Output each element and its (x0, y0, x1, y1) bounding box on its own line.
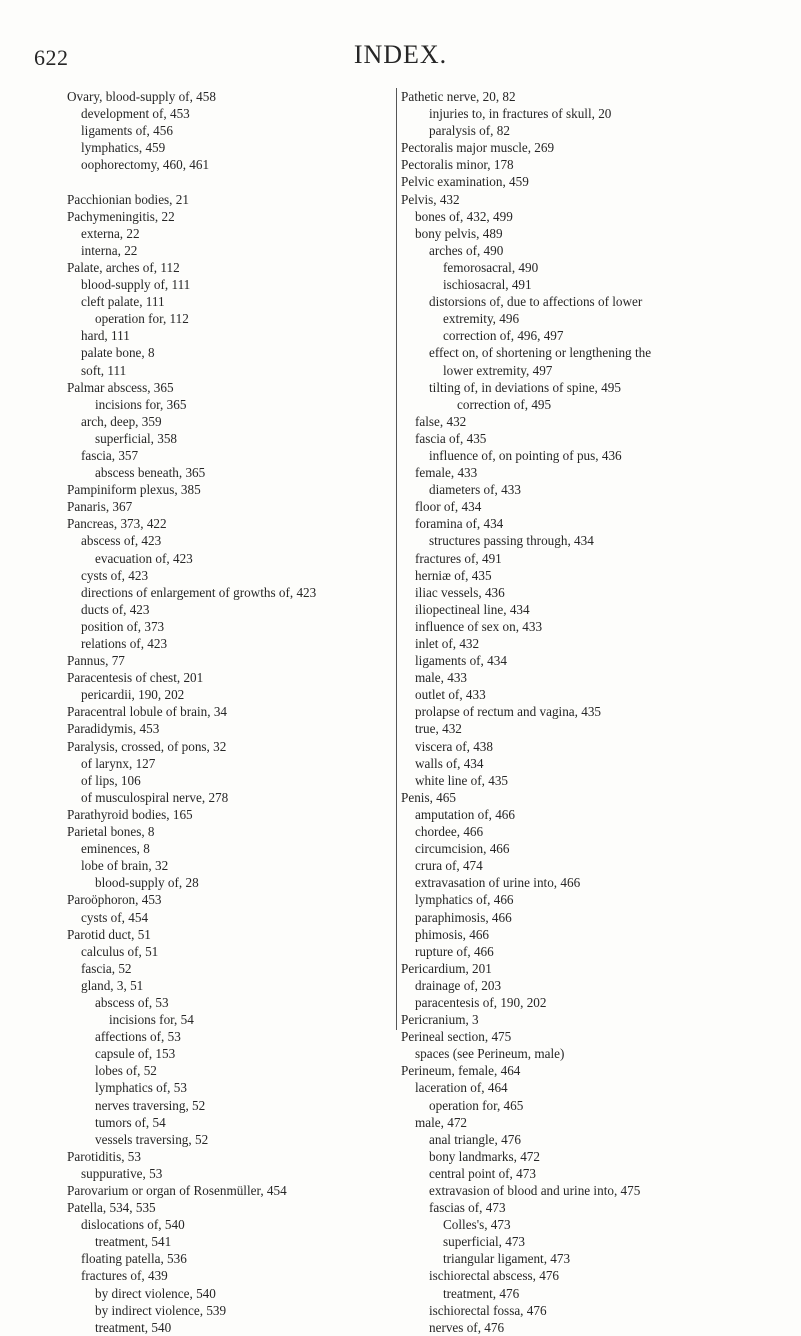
index-subentry: Colles's, 473 (443, 1217, 511, 1233)
index-subentry: suppurative, 53 (81, 1165, 163, 1181)
index-subentry: phimosis, 466 (415, 926, 490, 942)
index-subentry: crura of, 474 (415, 858, 483, 874)
index-subentry: central point of, 473 (429, 1165, 536, 1181)
index-spacer (67, 173, 407, 190)
index-heading-entry: Pectoralis minor, 178 (401, 157, 514, 173)
index-subentry: blood-supply of, 111 (81, 277, 191, 293)
index-subentry: hard, 111 (81, 328, 130, 344)
index-subentry: treatment, 540 (95, 1319, 172, 1335)
index-heading-entry: Pericranium, 3 (401, 1012, 479, 1028)
index-subentry: correction of, 495 (457, 396, 552, 412)
index-subentry: ischiorectal fossa, 476 (429, 1302, 547, 1318)
index-subentry: ducts of, 423 (81, 601, 150, 617)
index-heading-entry: Pancreas, 373, 422 (67, 516, 167, 532)
index-subentry: gland, 3, 51 (81, 977, 144, 993)
index-heading-entry: Paralysis, crossed, of pons, 32 (67, 738, 227, 754)
index-heading-entry: Panaris, 367 (67, 499, 133, 515)
index-heading-entry: Perineum, female, 464 (401, 1063, 521, 1079)
index-subentry: abscess of, 423 (81, 533, 162, 549)
index-subentry: ischiorectal abscess, 476 (429, 1268, 560, 1284)
index-subentry: male, 472 (415, 1114, 468, 1130)
index-subentry: fascia of, 435 (415, 430, 487, 446)
index-subentry: extravasion of blood and urine into, 475 (429, 1183, 641, 1198)
index-heading-entry: Penis, 465 (401, 789, 456, 805)
index-subentry: dislocations of, 540 (81, 1217, 185, 1233)
index-heading-entry: Palmar abscess, 365 (67, 379, 174, 395)
index-subentry: blood-supply of, 28 (95, 875, 199, 891)
index-subentry: incisions for, 365 (95, 396, 187, 412)
page-number: 622 (34, 45, 69, 70)
index-subentry: evacuation of, 423 (95, 550, 193, 566)
index-subentry: lymphatics of, 466 (415, 892, 514, 908)
index-subentry: superficial, 473 (443, 1234, 526, 1250)
index-subentry: amputation of, 466 (415, 806, 515, 822)
index-subentry: lower extremity, 497 (443, 362, 553, 378)
index-subentry: fractures of, 491 (415, 550, 502, 566)
index-subentry: distorsions of, due to affections of lower (429, 294, 643, 310)
index-subentry: iliopectineal line, 434 (415, 601, 530, 617)
index-subentry: outlet of, 433 (415, 687, 486, 703)
index-heading-entry: Pampiniform plexus, 385 (67, 482, 201, 498)
index-subentry: tilting of, in deviations of spine, 495 (429, 379, 621, 395)
index-column-right (401, 88, 771, 1336)
index-subentry: prolapse of rectum and vagina, 435 (415, 704, 602, 720)
index-subentry: bones of, 432, 499 (415, 208, 513, 224)
index-heading-entry: Paroöphoron, 453 (67, 892, 162, 908)
index-heading-entry: Perineal section, 475 (401, 1029, 512, 1045)
index-subentry: lymphatics of, 53 (95, 1080, 187, 1096)
index-subentry: ligaments of, 434 (415, 653, 507, 669)
index-heading-entry: Paracentesis of chest, 201 (67, 670, 204, 686)
index-subentry: ligaments of, 456 (81, 123, 173, 139)
index-heading-entry: Pannus, 77 (67, 653, 125, 669)
index-subentry: influence of sex on, 433 (415, 618, 543, 634)
index-subentry: cysts of, 423 (81, 567, 149, 583)
index-subentry: interna, 22 (81, 242, 138, 258)
index-subentry: influence of, on pointing of pus, 436 (429, 447, 622, 463)
index-subentry: correction of, 496, 497 (443, 328, 564, 344)
index-subentry: capsule of, 153 (95, 1046, 176, 1062)
index-subentry: eminences, 8 (81, 841, 150, 857)
index-subentry: floating patella, 536 (81, 1251, 187, 1267)
index-subentry: paralysis of, 82 (429, 123, 510, 139)
index-heading-entry: Pacchionian bodies, 21 (67, 191, 189, 207)
index-subentry: position of, 373 (81, 618, 165, 634)
index-subentry: cysts of, 454 (81, 909, 149, 925)
index-subentry: ischiosacral, 491 (443, 277, 532, 293)
index-subentry: injuries to, in fractures of skull, 20 (429, 106, 612, 122)
index-subentry: vessels traversing, 52 (95, 1131, 209, 1147)
index-subentry: treatment, 541 (95, 1234, 172, 1250)
index-subentry: relations of, 423 (81, 636, 168, 651)
index-heading-entry: Pericardium, 201 (401, 960, 492, 976)
index-subentry: spaces (see Perineum, male) (415, 1046, 565, 1062)
index-subentry: directions of enlargement of growths of, 423 (81, 584, 317, 600)
page-title: INDEX. (353, 40, 448, 69)
index-subentry: diameters of, 433 (429, 482, 521, 498)
index-subentry: anal triangle, 476 (429, 1131, 521, 1147)
index-heading-entry: Pectoralis major muscle, 269 (401, 140, 555, 156)
index-subentry: effect on, of shortening or lengthening the (429, 345, 652, 361)
index-heading-entry: Pelvis, 432 (401, 191, 460, 207)
index-subentry: by direct violence, 540 (95, 1285, 216, 1301)
index-subentry: structures passing through, 434 (429, 533, 594, 549)
index-subentry: of musculospiral nerve, 278 (81, 789, 229, 805)
index-subentry: arch, deep, 359 (81, 413, 162, 429)
index-heading-entry: Parietal bones, 8 (67, 824, 155, 840)
index-column-left (67, 88, 407, 1336)
index-heading-entry: Pachymeningitis, 22 (67, 208, 175, 224)
index-subentry: nerves traversing, 52 (95, 1097, 206, 1113)
index-subentry: extravasation of urine into, 466 (415, 875, 581, 891)
index-subentry: fascias of, 473 (429, 1200, 506, 1216)
index-subentry: development of, 453 (81, 106, 190, 122)
index-subentry: drainage of, 203 (415, 977, 502, 993)
index-subentry: triangular ligament, 473 (443, 1251, 571, 1267)
index-subentry: operation for, 112 (95, 311, 189, 327)
index-heading-entry: Pelvic examination, 459 (401, 174, 529, 190)
index-subentry: iliac vessels, 436 (415, 584, 505, 600)
index-heading-entry: Paradidymis, 453 (67, 721, 160, 737)
index-subentry: bony landmarks, 472 (429, 1148, 540, 1164)
index-subentry: fascia, 357 (81, 447, 139, 463)
index-subentry: incisions for, 54 (109, 1012, 194, 1028)
index-subentry: viscera of, 438 (415, 738, 493, 754)
index-subentry: of lips, 106 (81, 772, 141, 788)
index-subentry: fractures of, 439 (81, 1268, 168, 1284)
index-subentry: circumcision, 466 (415, 841, 510, 857)
index-heading-entry: Patella, 534, 535 (67, 1200, 156, 1216)
index-subentry: oophorectomy, 460, 461 (81, 157, 210, 173)
index-subentry: true, 432 (415, 721, 462, 737)
column-divider (396, 88, 397, 1030)
index-subentry: femorosacral, 490 (443, 259, 539, 275)
index-heading-entry: Pathetic nerve, 20, 82 (401, 89, 516, 104)
index-subentry: female, 433 (415, 465, 478, 481)
index-subentry: floor of, 434 (415, 499, 482, 515)
index-subentry: fascia, 52 (81, 960, 132, 976)
index-subentry: tumors of, 54 (95, 1114, 166, 1130)
index-heading-entry: Parotiditis, 53 (67, 1148, 141, 1164)
index-subentry: extremity, 496 (443, 311, 520, 327)
index-subentry: false, 432 (415, 413, 467, 429)
index-subentry: chordee, 466 (415, 824, 484, 840)
index-heading-entry: Parathyroid bodies, 165 (67, 806, 193, 822)
index-subentry: soft, 111 (81, 362, 127, 378)
index-subentry: rupture of, 466 (415, 943, 494, 959)
index-subentry: abscess of, 53 (95, 994, 169, 1010)
index-heading-entry: Parovarium or organ of Rosenmüller, 454 (67, 1183, 287, 1198)
index-subentry: white line of, 435 (415, 772, 509, 788)
index-subentry: superficial, 358 (95, 430, 178, 446)
index-subentry: by indirect violence, 539 (95, 1302, 227, 1318)
index-heading-entry: Parotid duct, 51 (67, 926, 151, 942)
index-subentry: inlet of, 432 (415, 636, 480, 651)
index-heading-entry: Paracentral lobule of brain, 34 (67, 704, 228, 720)
index-subentry: affections of, 53 (95, 1029, 181, 1045)
index-subentry: cleft palate, 111 (81, 294, 165, 310)
index-subentry: male, 433 (415, 670, 468, 686)
index-heading-entry: Ovary, blood-supply of, 458 (67, 89, 216, 104)
index-subentry: bony pelvis, 489 (415, 225, 503, 241)
index-subentry: calculus of, 51 (81, 943, 159, 959)
index-subentry: nerves of, 476 (429, 1319, 505, 1335)
index-subentry: lobes of, 52 (95, 1063, 157, 1079)
index-subentry: of larynx, 127 (81, 755, 156, 771)
index-subentry: operation for, 465 (429, 1097, 524, 1113)
index-subentry: walls of, 434 (415, 755, 484, 771)
index-subentry: foramina of, 434 (415, 516, 504, 532)
index-heading-entry: Palate, arches of, 112 (67, 259, 180, 275)
index-subentry: treatment, 476 (443, 1285, 520, 1301)
index-subentry: laceration of, 464 (415, 1080, 508, 1096)
index-subentry: arches of, 490 (429, 242, 504, 258)
index-subentry: paraphimosis, 466 (415, 909, 512, 925)
index-subentry: paracentesis of, 190, 202 (415, 994, 547, 1010)
index-subentry: herniæ of, 435 (415, 567, 492, 583)
index-subentry: externa, 22 (81, 225, 140, 241)
index-subentry: pericardii, 190, 202 (81, 687, 185, 703)
index-subentry: lobe of brain, 32 (81, 858, 169, 874)
index-subentry: palate bone, 8 (81, 345, 155, 361)
index-subentry: lymphatics, 459 (81, 140, 166, 156)
index-subentry: abscess beneath, 365 (95, 465, 206, 481)
